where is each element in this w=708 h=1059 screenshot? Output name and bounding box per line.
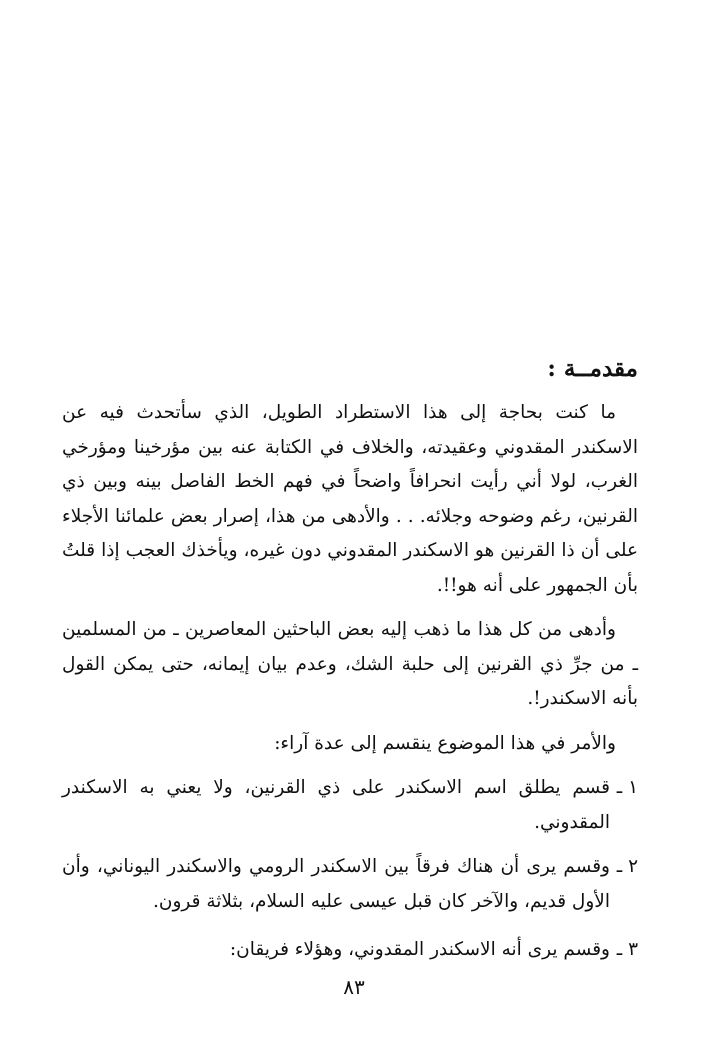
paragraph-researchers: وأدهى من كل هذا ما ذهب إليه بعض الباحثين المعاصرين ـ من المسلمين ـ من جرِّ ذي القرنين إلى حلبة الشك، وعدم بيان إيمانه، حتى يمكن القول بأنه الاسكندر!. xyxy=(62,619,638,709)
paragraph-intro: ما كنت بحاجة إلى هذا الاستطراد الطويل، الذي سأتحدث فيه عن الاسكندر المقدوني وعقيدته، والخلاف في الكتابة عنه بين مؤرخينا ومؤرخي الغرب، لولا أني رأيت انحرافاً واضحاً في فهم الخط الفاصل بينه وبين ذي القرنين، رغم وضوحه وجلائه. . . والأدهى من هذا، إصرار بعض علمائنا الأجلاء على أن ذا القرنين هو الاسكندر المقدوني دون غيره، ويأخذك العجب إذا قلتُ بأن الجمهور على أنه هو!!. xyxy=(62,402,638,596)
list-text: وقسم يرى أن هناك فرقاً بين الاسكندر الرومي والاسكندر اليوناني، وأن الأول قديم، والآخر كان قبل عيسى عليه السلام، بثلاثة قرون. xyxy=(62,856,610,912)
list-item-1 xyxy=(62,771,638,840)
list-number: ٣ ـ xyxy=(616,939,638,960)
list-text: وقسم يرى أنه الاسكندر المقدوني، وهؤلاء فريقان: xyxy=(229,939,610,960)
list-item-2 xyxy=(62,850,638,919)
body-text xyxy=(62,396,638,978)
list-item-3 xyxy=(62,933,638,968)
section-heading: مقدمــة : xyxy=(547,355,638,382)
page-number: ٨٣ xyxy=(343,975,365,999)
list-number: ٢ ـ xyxy=(616,856,638,877)
list-text: قسم يطلق اسم الاسكندر على ذي القرنين، ولا يعني به الاسكندر المقدوني. xyxy=(62,777,610,833)
paragraph-opinions-intro: والأمر في هذا الموضوع ينقسم إلى عدة آراء: xyxy=(274,732,616,754)
list-number: ١ ـ xyxy=(616,777,638,798)
